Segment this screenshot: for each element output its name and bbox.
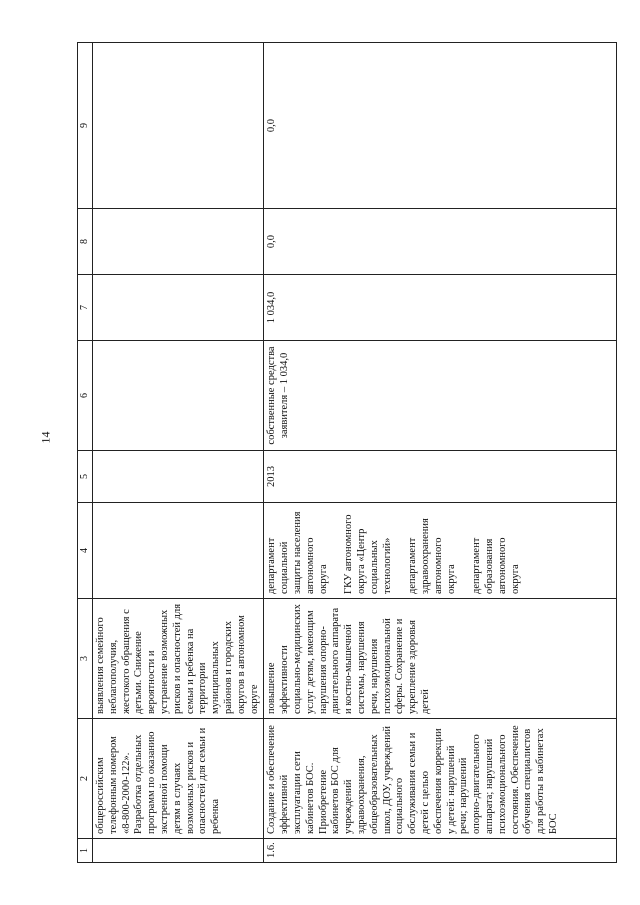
cell-result: выявления семейного неблагополучия, жестокого обращения с детьми. Снижение вероятности и устранение возможных рисков и опасностей для семьи и ребенка на территории муниципальных районов и городских округов в автономном округе xyxy=(93,599,264,719)
cell-year: 2013 xyxy=(264,451,617,503)
col-header-2: 2 xyxy=(78,719,93,839)
cell-col7 xyxy=(93,275,264,341)
table-row-continued xyxy=(93,43,264,863)
cell-col8: 0,0 xyxy=(264,209,617,275)
cell-col8 xyxy=(93,209,264,275)
col-header-1: 1 xyxy=(78,839,93,863)
program-table xyxy=(77,42,617,863)
rotated-table-container xyxy=(77,43,617,863)
col-header-5: 5 xyxy=(78,451,93,503)
cell-year xyxy=(93,451,264,503)
cell-col9 xyxy=(93,43,264,209)
cell-activity: общероссийским телефонным номером «8-800-2000-122». Разработка отдельных программ по оказанию экстренной помощи детям в случаях возможных рисков и опасностей для семьи и ребенка xyxy=(93,719,264,839)
col-header-3: 3 xyxy=(78,599,93,719)
page-number: 14 xyxy=(38,431,53,444)
cell-source: собственные средства заявителя – 1 034,0 xyxy=(264,341,617,451)
cell-executors: департамент социальной защиты населения автономного округа ГКУ автономного округа «Центр социальных технологий» департамент здравоохранения автономного округа департамент образования автономного округа xyxy=(264,503,617,599)
cell-executors xyxy=(93,503,264,599)
cell-number: 1.6. xyxy=(264,839,617,863)
col-header-9: 9 xyxy=(78,43,93,209)
col-header-7: 7 xyxy=(78,275,93,341)
cell-activity: Создание и обеспечение эффективной эксплуатации сети кабинетов БОС. Приобретение кабинетов БОС для учреждений здравоохранения, общеобразовательных школ, ДОУ, учреждений социального обслуживания семьи и детей с целью обеспечения коррекции у детей: нарушений речи; нарушений опорно-двигательного аппарата; нарушений психоэмоционального состояния. Обеспечение обучения специалистов для работы в кабинетах БОС xyxy=(264,719,617,839)
cell-col9: 0,0 xyxy=(264,43,617,209)
col-header-4: 4 xyxy=(78,503,93,599)
cell-col7: 1 034,0 xyxy=(264,275,617,341)
col-header-6: 6 xyxy=(78,341,93,451)
cell-result: повышение эффективности социально-медицинских услуг детям, имеющим нарушения опорно-двигательного аппарата и костно-мышечной системы, нарушения речи, нарушения психоэмоциональной сферы. Сохранение и укрепление здоровья детей xyxy=(264,599,617,719)
cell-number xyxy=(93,839,264,863)
table-row-1-6 xyxy=(264,43,617,863)
header-row xyxy=(78,43,93,863)
col-header-8: 8 xyxy=(78,209,93,275)
cell-source xyxy=(93,341,264,451)
